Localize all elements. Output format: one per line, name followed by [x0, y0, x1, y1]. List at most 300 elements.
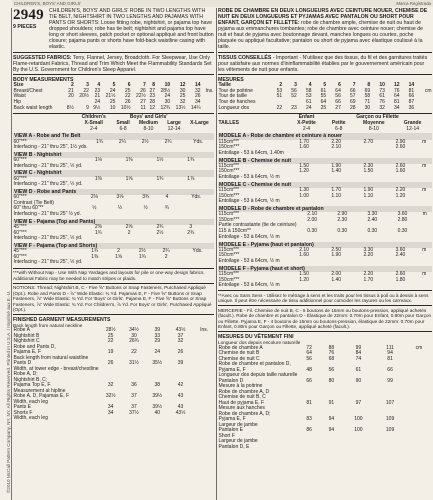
finished-label: Nightshirt B, C; — [13, 376, 48, 383]
yardage-value — [352, 199, 384, 205]
fr-size-range-3: 8-10 — [368, 125, 379, 132]
meas-value: 9 — [86, 104, 89, 111]
yardage-value: Yds. — [192, 248, 203, 255]
finished-value: 91 — [328, 399, 335, 406]
meas-value: 24 — [109, 87, 116, 94]
meas-value: 27 — [140, 98, 146, 105]
meas-value: 9½ — [93, 104, 101, 111]
yardage-label: 60"*** — [13, 194, 27, 201]
yardage-value — [181, 260, 214, 266]
finished-value: 39½ — [152, 393, 163, 400]
finished-value: 39 — [154, 327, 161, 334]
finished-value: 64 — [306, 350, 312, 357]
yardage-value — [288, 283, 320, 289]
yardage-value — [320, 259, 352, 265]
finished-value: 25 — [107, 332, 114, 339]
yardage-label: 115 à 150cm** — [218, 228, 251, 235]
meas-row-label: Tour de poitrine — [218, 87, 253, 94]
yardage-value: 0.30 — [367, 228, 378, 235]
finished-value: 111 — [386, 344, 394, 351]
finished-value: 19 — [107, 349, 114, 356]
meas-value: 53 — [276, 87, 283, 94]
yardage-value — [134, 145, 157, 151]
view-yardage-row — [13, 145, 214, 151]
tissus-text: - Important - N'utilisez que des tissus, du fil et des garnitures traités pour satisfaire aux normes d'ininflammabilité établies par le gouvernement américain pour les vêtements de nuit pour enfants. — [218, 54, 428, 73]
yardage-label: Interfacing - 21" thru 25", ½ yd. — [13, 181, 83, 188]
view-title-text: VIEW B - Nightshirt — [14, 151, 62, 158]
yardage-label: 60"*** — [13, 253, 27, 260]
fr-size-range-2: 6-8 — [335, 125, 343, 132]
notions: NOTIONS: Thread; Nightshirt B, C - Five ⅝" Buttons or Snap Fasteners, Purchased Appliqué (Opt.). Robe and Pants D - ⅞" Wide Elastic: ¾ Yd. Pajamas E, F - Five ⅝" Buttons or Snap Fasteners, ⅞" Wide Elastic: ¾ Yd. For 'Boys' or Girls'. Pajama E, F - Five ⅝" Buttons or Snap Fasteners, ⅞" Wide Elastic: ¾ Yd. For Children's, ⅞ Yd. For Boys' or Girls', Purchased Appliqué (Opt.). — [13, 285, 212, 313]
yardage-value: 2.90 — [395, 138, 406, 145]
yardage-label: 115cm*** — [218, 138, 239, 145]
body-measurements-table — [13, 83, 214, 111]
yardage-value — [83, 164, 114, 170]
meas-value: 64 — [320, 98, 327, 105]
size-label-3: Medium — [139, 120, 158, 127]
yardage-value: 1.10 — [363, 192, 374, 199]
finished-label: Back length from natural waistline — [13, 354, 89, 361]
modele-title-text: MODELE F - Pyjama (haut et short) — [219, 265, 305, 272]
yardage-label: 60" thru 60"** — [13, 205, 44, 212]
yardage-value: 1.20 — [395, 192, 406, 199]
meas-header-size: 4 — [308, 81, 312, 88]
finished-label: Robe A — [13, 327, 30, 334]
yardage-value: 1⅜ — [94, 175, 102, 182]
yardage-value: 2.20 — [331, 138, 342, 145]
finished-value: 34 — [107, 404, 114, 411]
view-yardage-row — [13, 164, 214, 170]
meas-value: 66 — [349, 87, 356, 94]
view-yardage-table — [13, 225, 214, 242]
finished-value: 107 — [385, 399, 395, 406]
meas-header-size: 6 — [338, 81, 341, 88]
yardage-value: 1.60 — [395, 168, 406, 175]
finished-value: 34 — [107, 409, 114, 416]
finished-value — [122, 416, 145, 422]
meas-value: 66 — [335, 98, 341, 105]
meas-value: 26 — [140, 87, 146, 94]
meas-value: 28 — [149, 98, 156, 105]
yardage-value — [417, 259, 433, 265]
yardage-value — [320, 199, 352, 205]
finished-value: 37½ — [129, 409, 139, 416]
yardage-value — [387, 235, 417, 241]
yardage-value — [145, 182, 176, 188]
description: CHILDREN'S, BOYS' AND GIRLS' ROBE IN TWO LENGTHS WITH TIE BELT, NIGHTSHIRT IN TWO LENGTHS AND PAJAMAS WITH PANTS OR SHORTS: Loose fitting robe, nightshirt, or pajama top have dropped shoulders; robe has tie belt; nightshirt and pajama top have long or short sleeves, patch pocket or optional appliqué and front button closure; pajama pants or shorts have fold-back waistline casing with elastic. — [49, 8, 214, 51]
finished-label: Pajama E, F — [13, 349, 42, 356]
yardage-value: 1¾ — [96, 138, 104, 145]
yardage-label: 45"*** — [13, 248, 27, 255]
yardage-value: m — [422, 162, 427, 169]
size-range-1: 2-4 — [90, 125, 98, 132]
yardage-value: 1.60 — [299, 252, 309, 259]
meas-value: 56 — [291, 87, 297, 94]
yardage-value: 2.40 — [395, 252, 406, 259]
modele-title-text: MODELE E - Pyjama (haut et pantalon) — [219, 241, 314, 248]
meas-value: 52 — [291, 93, 297, 100]
top-strip-left: CHILDREN'S, BOYS' AND GIRLS' — [14, 1, 82, 6]
tissus-section — [218, 55, 432, 73]
tailles-header-table — [218, 115, 432, 132]
meas-header-size: 8 — [152, 81, 156, 88]
yardage-value — [133, 212, 159, 218]
meas-value: 26 — [195, 93, 201, 100]
meas-value: 64 — [335, 87, 341, 94]
metrage-models — [218, 133, 432, 289]
finished-row — [218, 445, 432, 451]
finished-value: 35½ — [152, 360, 163, 367]
meas-header-size: 10 — [164, 81, 171, 88]
modele-yardage-row — [218, 283, 432, 289]
meas-header-size: 12 — [393, 81, 400, 88]
yardage-value: 1¾ — [138, 253, 146, 260]
meas-row-label: Waist — [13, 93, 26, 100]
finished-value: 30 — [131, 332, 137, 339]
yardage-value: 1⅝ — [125, 175, 133, 182]
french-column — [218, 8, 432, 450]
yardage-value: 1½ — [156, 157, 164, 164]
finished-label: Robe de chambre A, D — [218, 388, 270, 395]
size-label-2: Small — [116, 120, 130, 127]
finished-value: 37 — [131, 393, 137, 400]
finished-value: 26¾ — [129, 338, 139, 345]
yardage-value: 2.30 — [337, 216, 348, 223]
meas-row-label: Back waist length — [13, 104, 53, 111]
finished-value — [298, 445, 320, 451]
meas-header-size: 5 — [112, 81, 116, 88]
fr-size-range-4: 12-14 — [406, 125, 420, 132]
finished-value — [406, 445, 432, 451]
yardage-value: 1.20 — [299, 168, 309, 175]
yardage-value: 1.90 — [331, 162, 342, 169]
finished-label: Width, each leg — [13, 398, 48, 405]
finished-measurements-title: FINISHED GARMENT MEASUREMENTS — [13, 316, 111, 323]
finished-value: 32 — [107, 382, 114, 389]
meas-value: 22 — [83, 87, 89, 94]
meas-value: 27 — [335, 104, 341, 111]
yardage-value: 2¼ — [118, 138, 126, 145]
finished-value — [146, 416, 169, 422]
yardage-value: 1¾ — [187, 157, 195, 164]
yardage-value — [288, 199, 320, 205]
meas-value: 27 — [149, 87, 156, 94]
yardage-value: 3.30 — [367, 211, 378, 218]
meas-header-label: Taille — [218, 81, 231, 88]
fr-size-label-2: Petite — [331, 120, 346, 127]
view-yardage-table — [13, 249, 214, 266]
view-yardage-table — [13, 195, 214, 218]
yardage-value: 3¾ — [142, 194, 150, 201]
finished-value: 32 — [177, 338, 184, 345]
meas-value: 57 — [349, 93, 356, 100]
finished-label: Chemise de nuit C — [218, 355, 260, 362]
yardage-label: Entoilage - 53 à 64cm, ½ m — [218, 233, 280, 240]
finished-value: 43½ — [175, 409, 186, 416]
yardage-value: m — [422, 211, 427, 218]
yardage-label: 115cm*** — [218, 246, 239, 253]
yardage-value — [352, 259, 384, 265]
finished-value: 37 — [131, 404, 137, 411]
finished-value: 33 — [154, 332, 161, 339]
yardage-value — [320, 151, 352, 157]
tissus-title: TISSUS CONSEILLÉS — [218, 54, 272, 61]
yardage-label: Interfacing - 21" thru 25", ½ yd. — [13, 235, 83, 242]
meas-value: 21 — [68, 87, 74, 94]
fr-finished-title: MESURES DU VÊTEMENT FINI — [218, 333, 294, 340]
meas-value: 32 — [179, 98, 186, 105]
yardage-value: m — [422, 270, 427, 277]
meas-value: 22 — [276, 104, 283, 111]
yardage-label: 150cm*** — [218, 192, 240, 199]
finished-value: 56 — [306, 355, 312, 362]
meas-value: 81 — [393, 98, 400, 105]
yardage-value — [384, 283, 416, 289]
yardage-label: Entoilage - 53 à 64cm, ½ m — [218, 282, 280, 289]
finished-value: 39 — [177, 360, 184, 367]
yardage-value — [384, 259, 416, 265]
finished-value: 43½ — [175, 327, 186, 334]
yardage-value: 2.30 — [363, 162, 374, 169]
yardage-label: 60"*** — [13, 138, 27, 145]
finished-measurements-table — [13, 328, 214, 422]
meas-row-label: Hip — [13, 98, 22, 105]
finished-value: 28½ — [105, 327, 116, 334]
yardage-label: 45"*** — [13, 223, 27, 230]
finished-value: 100 — [354, 416, 363, 423]
tailles-label: TAILLES — [218, 120, 239, 127]
finished-value: 29 — [154, 338, 161, 345]
meas-value: 81 — [408, 87, 415, 94]
meas-header-size: 7 — [352, 81, 356, 88]
yardage-label: 115cm*** — [218, 186, 239, 193]
yardage-value: 2.20 — [395, 186, 406, 193]
yardage-value — [154, 260, 178, 266]
meas-value: 69 — [364, 87, 371, 94]
modele-yardage-table — [218, 272, 432, 289]
yardage-label: 150cm*** — [218, 276, 240, 283]
yardage-value — [182, 145, 214, 151]
legal-text-1: ©2010 McCall Pattern Company, NY, NY. All Rights Reserved. Printed in U.S.A. / Imprimé aux E.-U. — [6, 290, 11, 493]
boys-girls-label: Boys' and Girls' — [129, 114, 168, 121]
yardage-label: 60"*** — [13, 175, 27, 182]
meas-value: 61 — [379, 93, 385, 100]
fabrics-title: SUGGESTED FABRICS: — [13, 54, 72, 61]
yardage-value — [175, 182, 206, 188]
fabrics-text: Terry, Flannel, Jersey, Broadcloth. For Sleepwear, Use Only Flame-retardant Fabrics, Thread and Trim Which Meet the Flammability Standards Set By the U.S. Government for Children's Sleep Apparel. — [13, 54, 212, 73]
modele-yardage-row — [218, 259, 432, 265]
yardage-value: 1.30 — [299, 186, 309, 193]
yardage-value — [107, 260, 131, 266]
yardage-value — [210, 164, 214, 170]
finished-label: Measurement at hipline — [13, 387, 66, 394]
meas-header-size: 12 — [179, 81, 186, 88]
modele-yardage-table — [218, 212, 432, 240]
meas-value: 71 — [364, 98, 371, 105]
finished-label: Robe de chambre A, D; — [218, 410, 271, 417]
garcon-label: Garçon ou Fillette — [356, 114, 399, 121]
view-title-text: VIEW C - Nightshirt — [14, 170, 62, 177]
yardage-value: 1⅜ — [91, 253, 99, 260]
yardage-value: 1⅞ — [187, 175, 195, 182]
french-title: ROBE DE CHAMBRE EN DEUX LONGUEURS AVEC CEINTURE NOUER, CHEMISE DE NUIT EN DEUX LONGUEURS ET PYJAMAS AVEC PANTALON OU SHORT POUR ENFANT, GARÇON ET FILLETTE: robe de chambre ample, chemise de nuit ou haut de pyjama aux emmanchures tombantes; robe de chambre avec ceinture nouer; chemise de nuit et haut de pyjama avec boutonnage devant, manches longues ou courtes, poche plaquée ou appliqué facultative; pantalon ou short de pyjama avec élastique coulissé à la taille. — [218, 8, 428, 51]
meas-value: 24 — [164, 93, 171, 100]
enfant-label: Enfant — [298, 114, 315, 121]
yardage-value: 2.60 — [395, 144, 406, 151]
yardage-value — [107, 212, 133, 218]
finished-label: Chemise de nuit B, C — [218, 394, 266, 401]
yardage-value: 2.70 — [363, 138, 374, 145]
finished-value — [194, 416, 214, 422]
meas-value: 34 — [393, 104, 400, 111]
yardage-value: 1.70 — [299, 138, 309, 145]
meas-header-size: 14 — [195, 81, 201, 88]
yardage-value: 2½ — [156, 229, 164, 236]
finished-label: Nightshirt C — [13, 338, 40, 345]
view-title-text: VIEW A - Robe and Tie Belt — [14, 133, 81, 140]
modele-yardage-row — [218, 199, 432, 205]
finished-value: 38 — [154, 382, 161, 389]
meas-value: 25 — [125, 87, 131, 94]
meas-header-label: Size — [13, 81, 24, 88]
finished-value: 39½ — [152, 404, 163, 411]
yardage-value: 2.10 — [331, 144, 342, 151]
finished-value: 97 — [355, 399, 362, 406]
finished-label: Width, at lower edge - breast/chestline — [13, 365, 99, 372]
meas-value: 64 — [393, 93, 400, 100]
yardage-value: 2.40 — [367, 216, 378, 223]
size-label-4: Large — [167, 120, 181, 127]
yardage-label: Interfacing - 21" thru 25", 1½ yds. — [13, 144, 88, 151]
finished-label: Robe de chambre A — [218, 344, 263, 351]
yardage-value: 0.30 — [337, 228, 348, 235]
finished-label: Mesure aux hanches — [218, 405, 265, 412]
view-yardage-row — [13, 236, 214, 242]
yardage-label: 150cm*** — [218, 144, 240, 151]
modele-yardage-table — [218, 188, 432, 205]
finished-row — [13, 416, 214, 422]
finished-value: 26 — [177, 349, 184, 356]
meas-value: 26 — [125, 98, 131, 105]
yardage-value: 2⅝ — [125, 223, 133, 230]
yardage-value — [159, 212, 176, 218]
size-label-1: X-Small — [84, 120, 103, 127]
view-title-text: VIEW D - Robe and Pants — [14, 188, 77, 195]
yardage-label: 60"*** — [13, 229, 27, 236]
finished-value: 100 — [354, 427, 363, 434]
view-yardage-row — [13, 260, 214, 266]
yardage-value — [175, 164, 206, 170]
finished-label: Pajama Top E, F — [13, 382, 51, 389]
size-label-5: X-Large — [190, 120, 209, 127]
finished-value: 61 — [355, 366, 362, 373]
yardage-value: Yds. — [193, 138, 204, 145]
finished-value — [169, 416, 192, 422]
meas-value: Ins. — [205, 87, 214, 94]
meas-value: 28½ — [160, 87, 171, 94]
yardage-value — [417, 283, 433, 289]
finished-value: 42 — [177, 382, 184, 389]
fr-nap-note: **Avec ou Sans Sens - Utilisez le métrage à sens et les traits pour les tissus à poil ou à dessin à sens unique. Il peut être nécessaire de tissu additionnel pour coïncider les rayures ou les carreaux. — [218, 292, 429, 304]
yardage-value: 1.40 — [331, 168, 342, 175]
yardage-label: Entoilage - 53 à 64cm, ½ m — [218, 174, 280, 181]
yardage-value: m — [422, 138, 427, 145]
yardage-value — [175, 236, 206, 242]
yardage-value: 3.30 — [363, 246, 374, 253]
view-title-text: VIEW F - Pajama (Top and Shorts) — [14, 242, 98, 249]
meas-header-size: 7 — [142, 81, 146, 88]
yardage-label: 150cm*** — [218, 252, 240, 259]
body-measurements-title: BODY MEASUREMENTS — [13, 76, 74, 83]
yardage-value — [352, 151, 384, 157]
yardage-value: 1⅜ — [125, 157, 133, 164]
size-range-3: 8-10 — [143, 125, 154, 132]
yardage-value — [157, 145, 180, 151]
yardage-value: 0.30 — [397, 228, 408, 235]
meas-value: 22½ — [136, 93, 146, 100]
yardage-value: 1¾ — [91, 248, 99, 255]
yardage-value: m — [422, 186, 427, 193]
yardage-label: Interfacing - 21" thru 25" ½ yd. — [13, 211, 81, 218]
yardage-label: Entoilage - 53 à 64cm, ½ m — [218, 198, 280, 205]
yardage-label: Contrast (Tie Belt) — [13, 199, 54, 206]
yardage-value — [352, 283, 384, 289]
modele-yardage-row — [218, 235, 432, 241]
finished-value: 34½ — [129, 327, 139, 334]
finished-value: 31½ — [129, 360, 139, 367]
fabrics-section — [13, 55, 214, 73]
yardage-value: 1.80 — [395, 276, 406, 283]
yardage-value: 2.20 — [363, 270, 374, 277]
finished-value: 74 — [355, 355, 362, 362]
finished-label: Pants E — [13, 404, 32, 411]
yardage-value — [288, 259, 320, 265]
meas-value: 24 — [305, 104, 312, 111]
meas-value: 28 — [349, 104, 356, 111]
yardage-value — [83, 236, 114, 242]
yardage-value — [145, 236, 176, 242]
meas-value: 61 — [305, 98, 312, 105]
meas-row — [218, 106, 432, 112]
finished-label: Largeur de jambe — [218, 421, 258, 428]
finished-value: 83 — [306, 416, 312, 423]
yardage-value — [210, 236, 214, 242]
yardage-value — [178, 212, 214, 218]
yardage-label: 150cm*** — [218, 168, 240, 175]
yardage-value — [210, 182, 214, 188]
yardage-value: 1.00 — [299, 192, 309, 199]
fr-finished-subtitle: Longueur dos depuis encolure naturelle — [218, 340, 301, 346]
yardage-value: 2½ — [141, 138, 149, 145]
meas-value — [415, 106, 432, 112]
yardage-value: 2.90 — [337, 211, 348, 218]
mesures-table — [218, 83, 432, 111]
finished-value: 86 — [306, 427, 312, 434]
meas-value: 12¾ — [160, 104, 171, 111]
finished-value: 94 — [328, 427, 335, 434]
finished-value: 48 — [306, 366, 312, 373]
finished-value: 80 — [328, 377, 335, 384]
finished-label: Pants D — [13, 360, 32, 367]
yardage-label: 150cm*** — [218, 216, 240, 223]
yardage-value: 2.10 — [307, 211, 318, 218]
finished-label: Pantalon D — [218, 377, 244, 384]
yardage-value — [417, 235, 432, 241]
meas-value: 10½ — [120, 104, 131, 111]
yardage-value: 2¾ — [187, 229, 195, 236]
meas-value: 23 — [149, 93, 156, 100]
meas-value: 20 — [68, 93, 74, 100]
